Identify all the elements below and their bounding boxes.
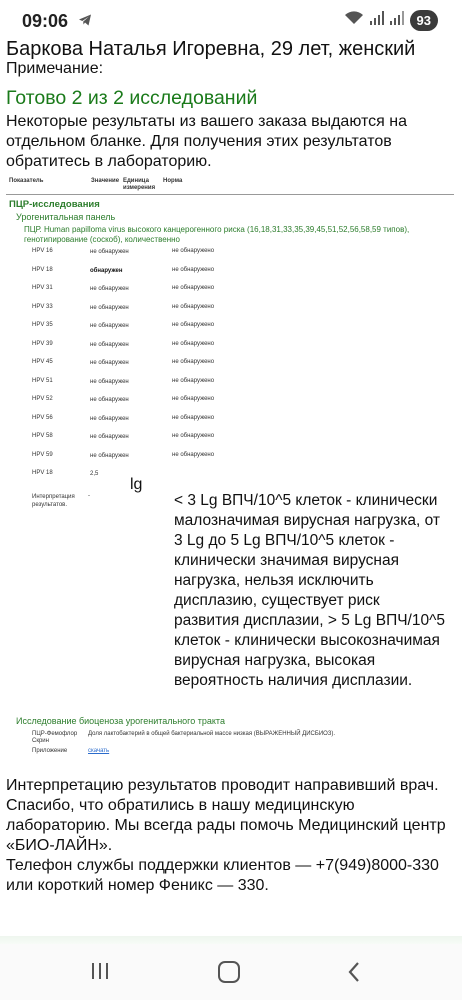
row-norm: не обнаружено <box>172 266 215 273</box>
patient-info: Баркова Наталья Игоревна, 29 лет, женский <box>6 38 416 60</box>
row-name: HPV 59 <box>32 451 53 458</box>
telegram-icon <box>78 13 92 32</box>
recent-apps-icon[interactable] <box>90 962 110 980</box>
row-name: HPV 18 <box>32 266 53 273</box>
table-row <box>6 304 454 323</box>
table-row <box>6 452 454 471</box>
table-row <box>6 415 454 434</box>
row-norm: не обнаружено <box>172 359 215 365</box>
row-name: HPV 16 <box>32 248 53 254</box>
test-title: ПЦР. Human papilloma virus высокого канцерогенного риска (16,18,31,33,35,39,45,51,52,56,58,59 типов), генотипирование (соскоб), количественно <box>24 225 410 244</box>
row-name: HPV 52 <box>32 396 53 402</box>
row-value: не обнаружен <box>90 304 129 311</box>
results-rows <box>6 248 454 489</box>
status-time: 09:06 <box>22 11 69 31</box>
footer-phone: Телефон службы поддержки клиентов — +7(949)8000-330 или короткий номер Феникс — 330. <box>6 857 439 894</box>
row-name: HPV 18 <box>32 470 53 476</box>
table-header <box>6 178 454 195</box>
header-indicator: Показатель <box>9 178 44 184</box>
status-icons <box>344 10 438 31</box>
row-norm: не обнаружено <box>172 377 215 384</box>
navigation-bar <box>0 944 462 1000</box>
status-bar <box>0 0 462 40</box>
row-name: HPV 39 <box>32 340 53 347</box>
table-row <box>6 267 454 286</box>
norm-description: < 3 Lg ВПЧ/10^5 клеток - клинически малозначимая вирусная нагрузка, от 3 Lg до 5 Lg ВПЧ/10^5 клеток - клинически значимая вирусная нагрузка, нельзя исключить дисплазию, существует риск развития дисплазии, > 5 Lg ВПЧ/10^5 клеток - клинически высокозначимая вирусная нагрузка, высокая вероятность наличия дисплазии. <box>174 492 445 689</box>
row-norm: не обнаружено <box>172 396 215 402</box>
row-name: HPV 58 <box>32 433 53 439</box>
header-value: Значение <box>91 178 120 184</box>
attachment-label: Приложение <box>32 748 68 754</box>
row-value: обнаружен <box>90 267 123 274</box>
footer-text <box>6 776 451 896</box>
row-value: не обнаружен <box>90 415 129 422</box>
header-norm: Норма <box>163 178 183 184</box>
table-row <box>6 341 454 360</box>
signal-icon <box>370 11 384 30</box>
biocenosis-title: Исследование биоценоза урогенитального тракта <box>16 716 225 726</box>
row-name: HPV 35 <box>32 322 53 328</box>
results-blank-image <box>6 178 454 758</box>
footer-thanks: Спасибо, что обратились в нашу медицинскую лабораторию. Мы всегда рады помочь Медицинский центр «БИО-ЛАЙН». <box>6 797 446 854</box>
note-label: Примечание: <box>6 60 104 77</box>
download-link[interactable]: скачать <box>88 748 110 754</box>
section-title: ПЦР-исследования <box>9 199 100 210</box>
row-value: 2,5 <box>90 471 99 477</box>
header-unit: Единица измерения <box>123 178 156 191</box>
row-value: не обнаружен <box>90 286 129 292</box>
row-value: не обнаружен <box>90 452 129 459</box>
interpretation-value: - <box>88 493 90 499</box>
row-value: не обнаружен <box>90 341 129 348</box>
unit-lg: lg <box>130 476 143 493</box>
info-message: Некоторые результаты из вашего заказа выдаются на отдельном бланке. Для получения этих результатов обратитесь в лабораторию. <box>6 113 407 170</box>
row-value: не обнаружен <box>90 360 129 366</box>
row-name: HPV 31 <box>32 285 53 291</box>
row-value: не обнаружен <box>90 397 129 403</box>
footer-interpretation: Интерпретацию результатов проводит направивший врач. <box>6 777 439 794</box>
panel-title: Урогенитальная панель <box>16 212 116 222</box>
table-row <box>6 285 454 304</box>
row-value: не обнаружен <box>90 249 129 255</box>
row-value: не обнаружен <box>90 378 129 385</box>
results-page <box>6 38 454 758</box>
table-row <box>6 378 454 397</box>
row-norm: не обнаружено <box>172 303 215 310</box>
biocenosis-row <box>32 731 335 745</box>
interpretation-label: Интерпретация результатов. <box>32 494 75 508</box>
battery-indicator: 93 <box>410 10 438 31</box>
row-value: не обнаружен <box>90 323 129 329</box>
row-name: HPV 51 <box>32 377 53 384</box>
table-row <box>6 248 454 267</box>
table-row <box>6 359 454 378</box>
back-icon[interactable] <box>346 960 362 989</box>
table-row <box>6 322 454 341</box>
row-norm: не обнаружено <box>172 285 215 291</box>
biocenosis-value: Доля лактобактерий в общей бактериальной массе низкая (ВЫРАЖЕННЫЙ ДИСБИОЗ). <box>88 731 336 737</box>
biocenosis-label: ПЦР-Фемофлор Скрин <box>32 731 78 744</box>
ready-status: Готово 2 из 2 исследований <box>6 87 258 109</box>
row-name: HPV 56 <box>32 414 53 421</box>
table-row <box>6 433 454 452</box>
attachment-row <box>32 748 109 755</box>
row-norm: не обнаружено <box>172 322 215 328</box>
row-norm: не обнаружено <box>172 414 215 421</box>
row-norm: не обнаружено <box>172 340 215 347</box>
row-norm <box>172 470 292 489</box>
row-norm: не обнаружено <box>172 451 215 458</box>
wifi-icon <box>344 10 364 31</box>
row-norm: не обнаружено <box>172 433 215 439</box>
table-row <box>6 396 454 415</box>
signal-icon-2 <box>390 11 404 30</box>
row-norm: не обнаружено <box>172 248 215 254</box>
row-name: HPV 33 <box>32 303 53 310</box>
row-name: HPV 45 <box>32 359 53 365</box>
table-row <box>6 470 454 489</box>
row-value: не обнаружен <box>90 434 129 440</box>
divider <box>0 936 462 944</box>
home-icon[interactable] <box>218 961 240 983</box>
